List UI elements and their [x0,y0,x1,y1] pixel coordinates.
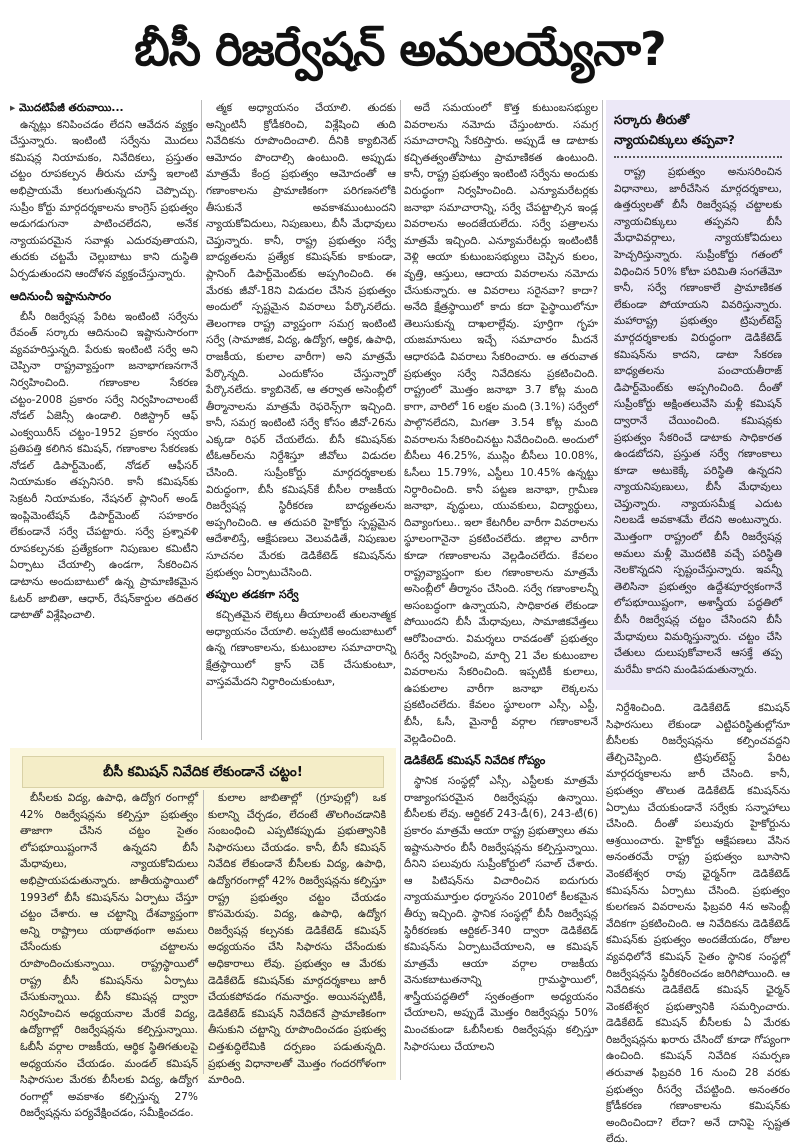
paragraph: కచ్చితమైన లెక్కలు తీయాలంటే తులనాత్మక అధ్యాయనం చేయాలి. అప్పటికే అందుబాటులో ఉన్న గణాంకాలను, కుటుంబాల సమాచారాన్ని క్షేత్రస్థాయిలో క్రాస్ చెక్ చేసుకుంటూ, వాస్తవమేదని నిర్ధారించుకుంటూ, [206,609,396,688]
highlight-box [10,748,396,1120]
subheading: తప్పుల తడకగా సర్వే [206,588,299,602]
article-column-4 [606,700,790,1146]
column-divider [201,100,202,740]
article-column-1 [10,100,198,740]
sidebar-heading [614,110,782,158]
sidebar-heading-line-2: న్యాయచిక్కులు తప్పవా? [614,132,735,147]
article-column-2 [206,100,396,740]
sidebar-box [606,100,790,690]
highlight-box-heading: బీసీ కమిషన్ నివేదిక లేకుండానే చట్టం! [22,756,384,788]
paragraph: నిర్దేశించింది. డెడికేటెడ్ కమిషన్ సిఫారసులు లేకుండా ఎట్టిపరిస్థితుల్లోనూ బీసీలకు రిజర్వేషన్లను కల్పించవద్దని తేల్చిచెప్పింది. ట్రిపుల్‌టెస్ట్ పేరిట మార్గదర్శకాలను జారీ చేసింది. కానీ, ప్రభుత్వం తొలుత డెడికేటెడ్ కమిషన్‌ను ఏర్పాటు చేయకుండానే సర్వేకు సన్నాహాలు చేసింది. దీంతో పలువురు హైకోర్టును ఆశ్రయించారు. హైకోర్టు ఆక్షేపణలు వేసిన అనంతరమే రాష్ట్ర ప్రభుత్వం బూసాని వెంకటేశ్వర రావు ఛైర్మన్‌గా డెడికేటెడ్ కమిషన్‌ను ఏర్పాటు చేసింది. ప్రభుత్వం కులగణన వివరాలను ఫిబ్రవరి 4న అసెంబ్లీ వేదికగా ప్రకటించింది. ఆ నివేదికను డెడికేటెడ్ కమిషన్‌కు ప్రభుత్వం అందజేయడం, రోజుల వ్యవధిలోనే కమిషన్ సైతం స్థానిక సంస్థల్లో రిజర్వేషన్లను స్థిరీకరించడం జరిగిపోయింది. ఆ నివేదికను డెడికేటెడ్ కమిషన్ ఛైర్మన్ వెంకటేశ్వర ప్రభుత్వానికి సమర్పించారు. డెడికేటెడ్ కమిషన్ బీసీలకు ఏ మేరకు రిజర్వేషన్లను ఖరారు చేసిందో కూడా గోప్యంగా ఉంచింది. కమిషన్ నివేదిక సమర్పణ తరువాత ఫిబ్రవరి 16 నుంచి 28 వరకు ప్రభుత్వం రీసర్వే చేపట్టింది. అనంతరం క్రోడీకరణ గణాంకాలను కమిషన్‌కు అందించిందా? లేదా? అనే దానిపై స్పష్టత లేదు. [606,702,790,1146]
paragraph: అదే సమయంలో కొత్త కుటుంబసభ్యుల వివరాలను నమోదు చేస్తుంటారు. సమగ్ర సమాచారాన్ని సేకరిస్తారు. అప్పుడే ఆ డాటాకు కచ్చితత్వంతోపాటు ప్రామాణికత ఉంటుంది. కానీ, రాష్ట్ర ప్రభుత్వం ఇంటింటి సర్వేను అందుకు విరుద్ధంగా నిర్వహించింది. ఎన్యూమరేటర్లకు జనాభా సమాచారాన్ని, సర్వే చేపట్టాల్సిన ఇండ్ల వివరాలను అందజేయలేదు. సర్వే పత్రాలను మాత్రమే ఇచ్చింది. ఎన్యూమరేటర్లు ఇంటింటికీ వెళ్లి ఆయా కుటుంబసభ్యులు చెప్పిన కులం, వృత్తి, ఆస్తులు, ఆదాయ వివరాలను నమోదు చేసుకున్నారు. ఆ వివరాలు సరైనవా? కాదా? అనేది క్షేత్రస్థాయిలో కాదు కదా పైస్థాయిలోనూ తెలుసుకున్న దాఖలాల్లేవు. పూర్తిగా గృహ యజమానులు ఇచ్చే సమాచారం మీదనే ఆధారపడి వివరాలు సేకరించారు. ఆ తరువాత ప్రభుత్వం సర్వే నివేదికను ప్రకటించింది. రాష్ట్రంలో మొత్తం జనాభా 3.7 కోట్ల మంది కాగా, వారిలో 16 లక్షల మంది (3.1%) సర్వేలో పాల్గొనలేదని, మిగతా 3.54 కోట్ల మంది వివరాలను సేకరించినట్టు నివేదించింది. అందులో బీసీలు 46.25%, ముస్లిం బీసీలు 10.08%, ఓసీలు 15.79%, ఎస్టీలు 10.45% ఉన్నట్టు నిర్ధారించింది. కానీ పట్టణ జనాభా, గ్రామీణ జనాభా, వృద్ధులు, యువకులు, విద్యార్థులు, దివ్యాంగులు.. ఇలా కేటగిరీల వారీగా వివరాలను స్థూలంగానైనా ప్రకటించలేదు. జిల్లాల వారీగా కూడా గణాంకాలను వెల్లడించలేదు. కేవలం రాష్ట్రవ్యాప్తంగా కుల గణాంకాలను మాత్రమే అసెంబ్లీలో తీర్మానం చేసింది. సర్వే గణాంకాలన్నీ అసంబద్ధంగా ఉన్నాయని, సాధికారత లేకుండా పోయిందని బీసీ మేధావులు, సామాజికవేత్తలు ఆరోపించారు. విమర్శలు రావడంతో ప్రభుత్వం రీసర్వే నిర్వహించి, మార్చి 21 వేల కుటుంబాల వివరాలను సేకరించింది. ఇప్పటికీ కులాలు, ఉపకులాల వారీగా జనాభా లెక్కలను ప్రకటించలేదు. కేవలం స్థూలంగా ఎస్సీ, ఎస్టీ, బీసీ, ఓసీ, మైనార్టీ వర్గాల గణాంకాలనే వెల్లడించింది. [404,102,598,745]
continued-from-front-page: ▸ మొదటిపేజీ తరువాయి... [10,100,198,117]
column-divider [602,100,603,1080]
highlight-box-column-1 [20,790,198,1120]
sidebar-heading-line-1: సర్కారు తీరుతో [614,112,690,127]
paragraph: బీసీలకు విద్య, ఉపాధి, ఉద్యోగ రంగాల్లో 42% రిజర్వేషన్లను కల్పిస్తూ ప్రభుత్వం తాజాగా చేసిన చట్టం సైతం లోపభూయిష్టంగానే ఉన్నదని బీసీ మేధావులు, న్యాయకోవిదులు అభిప్రాయపడుతున్నారు. జాతీయస్థాయిలో 1993లో బీసీ కమిషన్‌ను ఏర్పాటు చేస్తూ చట్టం చేశారు. ఆ చట్టాన్ని దేశవ్యాప్తంగా అన్ని రాష్ట్రాలు యథాతథంగా అమలు చేసేందుకు చట్టాలను రూపొందించుకున్నాయి. రాష్ట్రస్థాయిలో రాష్ట్ర బీసీ కమిషన్‌ను ఏర్పాటు చేసుకున్నాయి. బీసీ కమిషన్ల ద్వారా నిర్వహించిన అధ్యయనాల మేరకే విద్య, ఉద్యోగాల్లో రిజర్వేషన్లను కల్పిస్తున్నాయి. ఓబీసీ వర్గాల రాజకీయ, ఆర్థిక స్థితిగతులపై అధ్యయనం చేయడం. మండల్ కమిషన్ సిఫారసుల మేరకు బీసీలకు విద్య, ఉద్యోగ రంగాల్లో అవకాశం కల్పిస్తున్న 27% రిజర్వేషన్లను పర్యవేక్షించడం, సమీక్షించడం. [20,792,198,1120]
highlight-box-column-2 [208,790,386,1087]
paragraph: త్మక అధ్యాయనం చేయాలి. తుదకు అన్నింటినీ క్రోడీకరించి, విశ్లేషించి తుది నివేదికను రూపొందించాలి. దీనికి క్యాబినెట్ ఆమోదం పొందాల్సి ఉంటుంది. అప్పుడు మాత్రమే కేంద్ర ప్రభుత్వం ఆమోదంతో ఆ గణాంకాలను ప్రామాణికంగా పరిగణనలోకి తీసుకునే అవకాశముంటుందని న్యాయకోవిదులు, నిపుణులు, బీసీ మేధావులు చెప్తున్నారు. కానీ, రాష్ట్ర ప్రభుత్వం సర్వే బాధ్యతలను ప్రత్యేక కమిషన్‌కు కాకుండా, ప్లానింగ్ డిపార్ట్‌మెంట్‌కు అప్పగించింది. ఈ మేరకు జీవో-18ని విడుదల చేసిన ప్రభుత్వం అందులో స్పష్టమైన వివరాలు పేర్కొనలేదు. తెలంగాణ రాష్ట్ర వ్యాప్తంగా సమగ్ర ఇంటింటి సర్వే (సామాజిక, విద్య, ఉద్యోగ, ఆర్థిక, ఉపాధి, రాజకీయ, కులాల వారీగా) అని మాత్రమే పేర్కొన్నది. ఎందుకోసం చేస్తున్నారో పేర్కొనలేదు. క్యాబినెట్, ఆ తర్వాత అసెంబ్లీలో తీర్మానాలను మాత్రమే రెఫరెన్స్‌గా ఇచ్చింది. కానీ, సమగ్ర ఇంటింటి సర్వే కోసం జీవో-26ను ఎక్కడా రిఫర్ చేయలేదు. బీసీ కమిషన్‌కు టీఓఆర్‌లను నిర్దేశిస్తూ జీవోలు విడుదల చేసింది. సుప్రీంకోర్టు మార్గదర్శకాలకు విరుద్ధంగా, బీసీ కమిషన్‌కే బీసీల రాజకీయ రిజర్వేషన్ల స్థిరీకరణ బాధ్యతలను అప్పగించింది. ఆ తదుపరి హైకోర్టు స్పష్టమైన ఆదేశాలిస్తే, ఆక్షేపణలు వెలువడితే, నిపుణుల సూచనల మేరకు డెడికేటెడ్ కమిషన్‌ను ప్రభుత్వం ఏర్పాటుచేసింది. [206,102,397,579]
article-column-3 [404,100,598,1080]
paragraph: ఉన్నట్లు కనిపించడం లేదని ఆవేదన వ్యక్తం చేస్తున్నారు. ఇంటింటి సర్వేను మొదలు కమిషన్ల నియామకం, నివేదికలు, ప్రస్తుతం చట్టం రూపకల్పన తీరును చూస్తే ఇలాంటి అభిప్రాయమే కలుగుతున్నదని చెప్పొచ్చు. సుప్రీం కోర్టు మార్గదర్శకాలను కాంగ్రెస్ ప్రభుత్వం అడుగడుగునా పాటించలేదని, అనేక న్యాయపరమైన సవాళ్లు ఎదురవుతాయని, తుదకు చట్టమే చెల్లుబాటు కాని దుస్థితి ఏర్పడుతుందని ఆందోళన వ్యక్తంచేస్తున్నారు. [10,118,198,280]
paragraph: రాష్ట్ర ప్రభుత్వం అనుసరించిన విధానాలు, జారీచేసిన మార్గదర్శకాలు, ఉత్తర్వులతో బీసీ రిజర్వేషన్ల చట్టాలకు న్యాయచిక్కులు తప్పవని బీసీ మేధావివర్గాలు, న్యాయకోవిదులు హెచ్చరిస్తున్నారు. సుప్రీంకోర్టు గతంలో విధించిన 50% కోటా పరిమితి సంగతేమో కానీ, సర్వే గణాంకాలే ప్రామాణికత లేకుండా పోయాయని వివరిస్తున్నారు. మహారాష్ట్ర ప్రభుత్వం ట్రిపుల్‌టెస్ట్ మార్గదర్శకాలకు విరుద్ధంగా డెడికేటెడ్ కమిషన్‌ను కాదని, డాటా సేకరణ బాధ్యతలను పంచాయతీరాజ్ డిపార్ట్‌మెంట్‌కు అప్పగించింది. దీంతో సుప్రీంకోర్టు అక్షింతలువేసి మళ్లీ కమిషన్ ద్వారానే చేయించింది. కమిషన్లకు ప్రభుత్వం సేకరించే డాటాకు సాధికారత ఉండబోదని, ప్రస్తుత సర్వే గణాంకాలు కూడా అటుకెక్కే పరిస్థితి ఉన్నదని న్యాయనిపుణులు, బీసీ మేధావులు చెప్తున్నారు. న్యాయసమీక్ష ఎదుట నిలబడే అవకాశమే లేదని అంటున్నారు. మొత్తంగా రాష్ట్రంలో బీసీ రిజర్వేషన్ల అమలు మళ్లీ మొదటికి వచ్చే పరిస్థితి నెలకొన్నదని స్పష్టంచేస్తున్నారు. ఇవన్నీ తెలిసినా ప్రభుత్వం ఉద్దేశపూర్వకంగానే లోపభూయిష్టంగా, అశాస్త్రీయ పద్ధతిలో బీసీ రిజర్వేషన్ల చట్టం చేసిందని బీసీ మేధావులు విమర్శిస్తున్నారు. చట్టం చేసి చేతులు దులుపుకోవాలనే ఆసక్తే తప్ప మరేమీ కాదని మండిపడుతున్నారు. [614,166,782,676]
subheading: డెడికేటెడ్ కమిషన్ నివేదిక గోప్యం [404,754,546,768]
column-divider [400,100,401,1080]
headline: బీసీ రిజర్వేషన్ అమలయ్యేనా? [134,22,666,76]
paragraph: బీసీ రిజర్వేషన్ల పేరిట ఇంటింటి సర్వేను రేవంత్ సర్కారు ఆదినుంచి ఇష్టానుసారంగా వ్యవహరిస్తున్నది. పేరుకు ఇంటింటి సర్వే అని చెప్పినా రాష్ట్రవ్యాప్తంగా జనాభాగణనగానే నిర్వహించింది. గణాంకాల సేకరణ చట్టం-2008 ప్రకారం సర్వే నిర్వహించాలంటే నోడల్ ఏజెన్సీ ఉండాలి. రిజిస్ట్రార్ ఆఫ్ ఎంక్వయిరీస్ చట్టం-1952 ప్రకారం స్వయం ప్రతిపత్తి కలిగిన కమిషన్, గణాంకాల సేకరణకు నోడల్ డిపార్ట్‌మెంట్, నోడల్ ఆఫీసర్ నియామకం తప్పనిసరి. కానీ కమిషన్‌కు సెక్రటరీ నియామకం, నేషనల్ ప్లానింగ్ అండ్ ఇంప్లిమెంటేషన్ డిపార్ట్‌మెంట్ సహకారం లేకుండానే సర్వే చేపట్టారు. సర్వే ప్రశ్నావళి రూపకల్పనకు ప్రత్యేకంగా నిపుణుల కమిటీని ఏర్పాటు చేయాల్సి ఉండగా, సేకరించిన డాటాను అందుబాటులో ఉన్న ప్రామాణికమైన ఓటర్ జాబితా, ఆధార్, రేషన్‌కార్డుల తదితర డాటాతో విశ్లేషించాలి. [10,310,198,622]
paragraph: కులాల జాబితాల్లో (గ్రూపుల్లో) ఒక కులాన్ని చేర్చడం, లేదంటే తొలగించడానికి సంబంధించి ఎప్పటికప్పుడు ప్రభుత్వానికి సిఫారసులు చేయడం. కానీ, బీసీ కమిషన్ నివేదిక లేకుండానే బీసీలకు విద్య, ఉపాధి, ఉద్యోగరంగాల్లో 42% రిజర్వేషన్లను కల్పిస్తూ రాష్ట్ర ప్రభుత్వం చట్టం చేయడం కొసమెరుపు. విద్య, ఉపాధి, ఉద్యోగ రిజర్వేషన్ల కల్పనకు డెడికేటెడ్ కమిషన్ అధ్యయనం చేసి సిఫారసు చేసేందుకు అధికారాలు లేవు. ప్రభుత్వం ఆ మేరకు డెడికేటెడ్ కమిషన్‌కు మార్గదర్శకాలు జారీ చేయకపోవడం గమనార్హం. అయినప్పటికీ, డెడికేటెడ్ కమిషన్ నివేదికనే ప్రామాణికంగా తీసుకుని చట్టాన్ని రూపొందించడం ప్రభుత్వ చిత్తశుద్ధిలేమికి దర్పణం పడుతున్నది. ప్రభుత్వ విధానాలతో మొత్తం గందరగోళంగా మారింది. [208,792,386,1087]
paragraph: స్థానిక సంస్థల్లో ఎస్సీ, ఎస్టీలకు మాత్రమే రాజ్యాంగపరమైన రిజర్వేషన్లు ఉన్నాయి. బీసీలకు లేవు. ఆర్టికల్ 243-డీ(6), 243-టీ(6) ప్రకారం మాత్రమే ఆయా రాష్ట్ర ప్రభుత్వాలు తమ ఇష్టానుసారం బీసీ రిజర్వేషన్లను కల్పిస్తున్నాయి. దీనిని పలువురు సుప్రీంకోర్టులో సవాల్ చేశారు. ఆ పిటిషన్‌ను విచారించిన ఐదుగురు న్యాయమూర్తుల ధర్మాసనం 2010లో కీలకమైన తీర్పు ఇచ్చింది. స్థానిక సంస్థల్లో బీసీ రిజర్వేషన్ల స్థిరీకరణకు ఆర్టికల్-340 ద్వారా డెడికేటెడ్ కమిషన్‌ను ఏర్పాటుచేయాలని, ఆ కమిషన్ మాత్రమే ఆయా వర్గాల రాజకీయ వెనుకబాటుతనాన్ని గ్రామస్థాయిలో, శాస్త్రీయపద్ధతిలో స్వతంత్రంగా అధ్యయనం చేయాలని, అప్పుడే మొత్తం రిజర్వేషన్లు 50% మించకుండా ఓబీసీలకు రిజర్వేషన్లు కల్పిస్తూ సిఫారసులు చేయాలని [404,775,598,1053]
column-divider [203,790,204,1074]
highlight-box-columns [20,790,386,1120]
subheading: ఆదినుంచీ ఇష్టానుసారం [10,289,112,303]
sidebar-body [614,164,782,676]
